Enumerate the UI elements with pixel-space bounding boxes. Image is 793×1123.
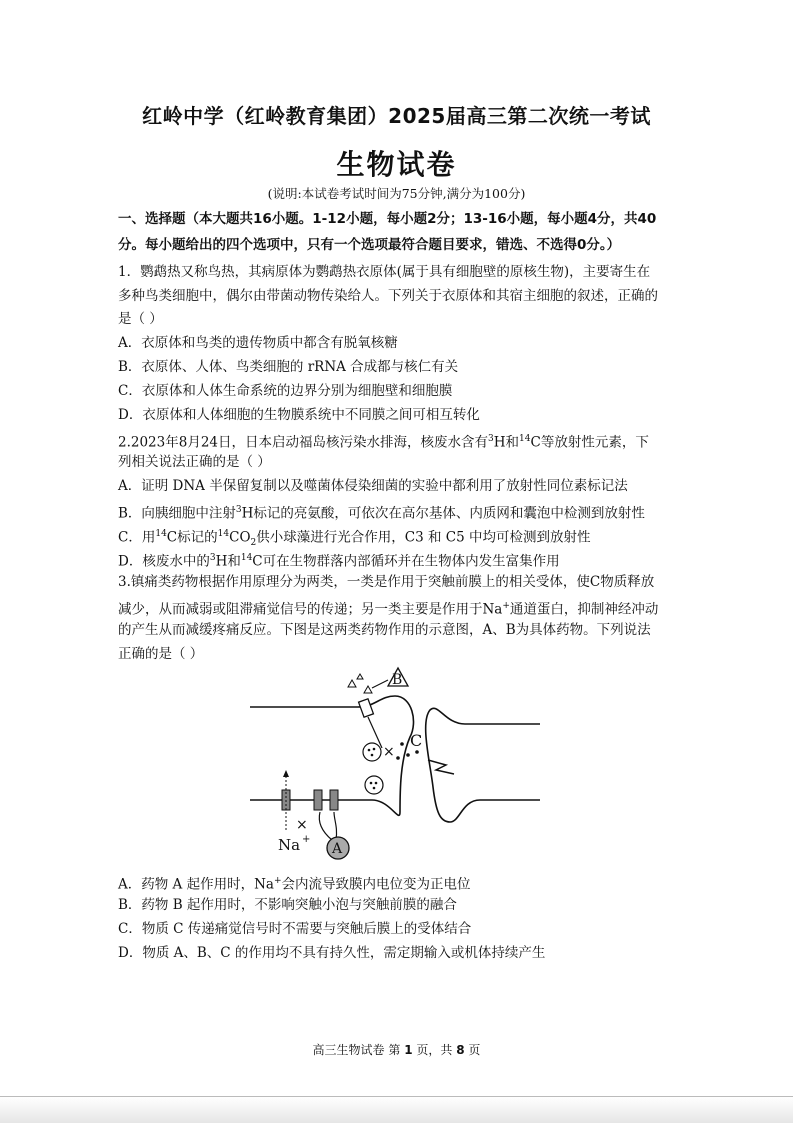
synaptic-vesicle — [365, 776, 383, 794]
school-title: 红岭中学（红岭教育集团）2025届高三第二次统一考试 — [142, 104, 651, 128]
q3-option-a-text-b: 会内流导致膜内电位变为正电位 — [281, 876, 471, 893]
sup-14: 14 — [519, 434, 531, 444]
arrow-b — [372, 680, 388, 688]
synaptic-vesicle — [363, 743, 381, 761]
q1-stem-line3: 是（ ） — [118, 311, 163, 327]
q2-option-d-text-b: H和 — [215, 553, 241, 570]
sup-14: 14 — [217, 529, 230, 539]
q2-option-c-text-c: C — [229, 529, 240, 546]
label-na: Na — [278, 836, 301, 854]
label-na-plus: + — [302, 834, 311, 845]
q2-option-b-text-a: B．向胰细胞中注射 — [118, 505, 236, 522]
section-intro-line2: 分。每小题给出的四个选项中，只有一个选项最符合题目要求，错选、不选得0分。） — [118, 237, 621, 253]
q2-option-d — [118, 549, 560, 571]
triangle-icon — [364, 686, 372, 693]
label-c: C — [410, 731, 423, 750]
q1-stem-line2: 多种鸟类细胞中，偶尔由带菌动物传染给人。下列关于衣原体和其宿主细胞的叙述，正确的 — [118, 288, 658, 304]
sup-plus: + — [502, 601, 510, 611]
label-b: B — [392, 672, 403, 688]
subject-title: 生物试卷 — [336, 148, 457, 181]
q2-option-d-text-c: C可在生物群落内部循环并在生物体内发生富集作用 — [252, 553, 560, 570]
q3-option-b: B．药物 B 起作用时，不影响突触小泡与突触前膜的融合 — [118, 897, 457, 913]
presynaptic-receptor — [359, 699, 374, 717]
q3-option-c: C．物质 C 传递痛觉信号时不需要与突触后膜上的受体结合 — [118, 921, 472, 937]
q2-option-c-text-a: C．用 — [118, 529, 156, 546]
substance-c-dot — [396, 756, 400, 760]
q3-option-a-text-a: A．药物 A 起作用时，Na — [118, 876, 274, 893]
exam-note: (说明:本试卷考试时间为75分钟,满分为100分) — [267, 186, 526, 201]
sup-3: 3 — [488, 434, 494, 444]
q2-option-d-text-a: D．核废水中的 — [118, 553, 210, 570]
q1-stem-line1: 1．鹦鹉热又称鸟热，其病原体为鹦鹉热衣原体(属于具有细胞壁的原核生物)，主要寄生在 — [118, 264, 651, 280]
footer-text-a: 高三生物试卷 第 — [312, 1043, 401, 1057]
footer-text-b: 页，共 — [416, 1043, 453, 1057]
arrow-head-icon — [283, 770, 289, 777]
sodium-channel — [330, 790, 338, 810]
label-a: A — [332, 841, 343, 857]
vesicle-dot — [375, 782, 378, 785]
q2-stem-line1 — [118, 430, 649, 452]
page-number: 1 — [404, 1043, 413, 1057]
q2-option-b — [118, 501, 645, 523]
vesicle-dot — [368, 749, 371, 752]
q2-stem-text-a: 2.2023年8月24日，日本启动福岛核污染水排海，核废水含有 — [118, 434, 489, 451]
q2-stem-text-b: H和 — [493, 434, 520, 451]
sup-14: 14 — [240, 553, 253, 563]
vesicle-dot — [373, 748, 376, 751]
q2-option-c-text-d: 供小球藻进行光合作用，C3 和 C5 中均可检测到放射性 — [256, 529, 591, 546]
q3-stem-text-a: 减少，从而减弱或阻滞痛觉信号的传递；另一类主要是作用于Na — [118, 601, 503, 618]
triangle-icon — [357, 674, 363, 679]
sodium-channel — [314, 790, 322, 810]
substance-c-dot — [406, 753, 410, 757]
synapse-diagram — [240, 662, 550, 862]
q1-option-c: C．衣原体和人体生命系统的边界分别为细胞壁和细胞膜 — [118, 383, 453, 399]
q3-stem-line4: 正确的是（ ） — [118, 646, 204, 662]
q3-stem-line2 — [118, 597, 658, 619]
q2-option-a: A．证明 DNA 半保留复制以及噬菌体侵染细菌的实验中都利用了放射性同位素标记法 — [118, 478, 628, 494]
sup-14: 14 — [155, 529, 167, 539]
q2-option-c: C．用$^{14}$C标记的$^{14}CO_2$供小球藻进行光合作用，C3 和 C5 中均可检测到放射性 — [118, 529, 591, 549]
q2-option-b-text-b: H标记的亮氨酸，可依次在高尔基体、内质网和囊泡中检测到放射性 — [241, 505, 645, 522]
postsynaptic-membrane — [426, 708, 540, 822]
q2-option-c-text-b: C标记的 — [166, 529, 218, 546]
q2-stem-text-c: C等放射性元素，下 — [530, 434, 649, 451]
q1-option-a: A．衣原体和鸟类的遗传物质中都含有脱氧核糖 — [118, 335, 398, 351]
postsynaptic-receptor — [428, 760, 454, 774]
q2-stem-line2: 列相关说法正确的是（ ） — [118, 454, 271, 470]
viewer-bottom-bar — [0, 1096, 793, 1123]
vesicle-dot — [373, 787, 376, 790]
label-x: × — [383, 744, 395, 760]
arrow-a-1 — [319, 812, 332, 840]
sub-2: 2 — [250, 538, 257, 549]
label-x: × — [296, 817, 308, 833]
page-footer — [0, 1041, 793, 1058]
q3-option-d: D．物质 A、B、C 的作用均不具有持久性，需定期输入或机体持续产生 — [118, 945, 546, 961]
q3-option-a — [118, 872, 471, 894]
footer-text-c: 页 — [468, 1043, 481, 1057]
substance-c-dot — [400, 742, 404, 746]
vesicle-dot — [370, 782, 373, 785]
sup-3: 3 — [209, 553, 216, 563]
q3-stem-line1: 3.镇痛类药物根据作用原理分为两类，一类是作用于突触前膜上的相关受体，使C物质释放 — [118, 574, 655, 590]
q1-option-d: D．衣原体和人体细胞的生物膜系统中不同膜之间可相互转化 — [118, 407, 480, 423]
substance-c-dot — [415, 750, 419, 754]
page-total: 8 — [456, 1043, 465, 1057]
sup-3: 3 — [235, 505, 242, 515]
section-intro-line1: 一、选择题（本大题共16小题。1-12小题，每小题2分；13-16小题，每小题4分，共40 — [118, 211, 657, 227]
q1-option-b: B．衣原体、人体、鸟类细胞的 rRNA 合成都与核仁有关 — [118, 359, 459, 375]
q3-stem-line3: 的产生从而减缓疼痛反应。下图是这两类药物作用的示意图，A、B为具体药物。下列说法 — [118, 622, 651, 638]
triangle-icon — [348, 680, 356, 687]
vesicle-dot — [371, 754, 374, 757]
q3-stem-text-b: 通道蛋白，抑制神经冲动 — [509, 601, 659, 618]
arrow-a-2 — [334, 812, 337, 840]
sup-plus: + — [273, 876, 282, 886]
